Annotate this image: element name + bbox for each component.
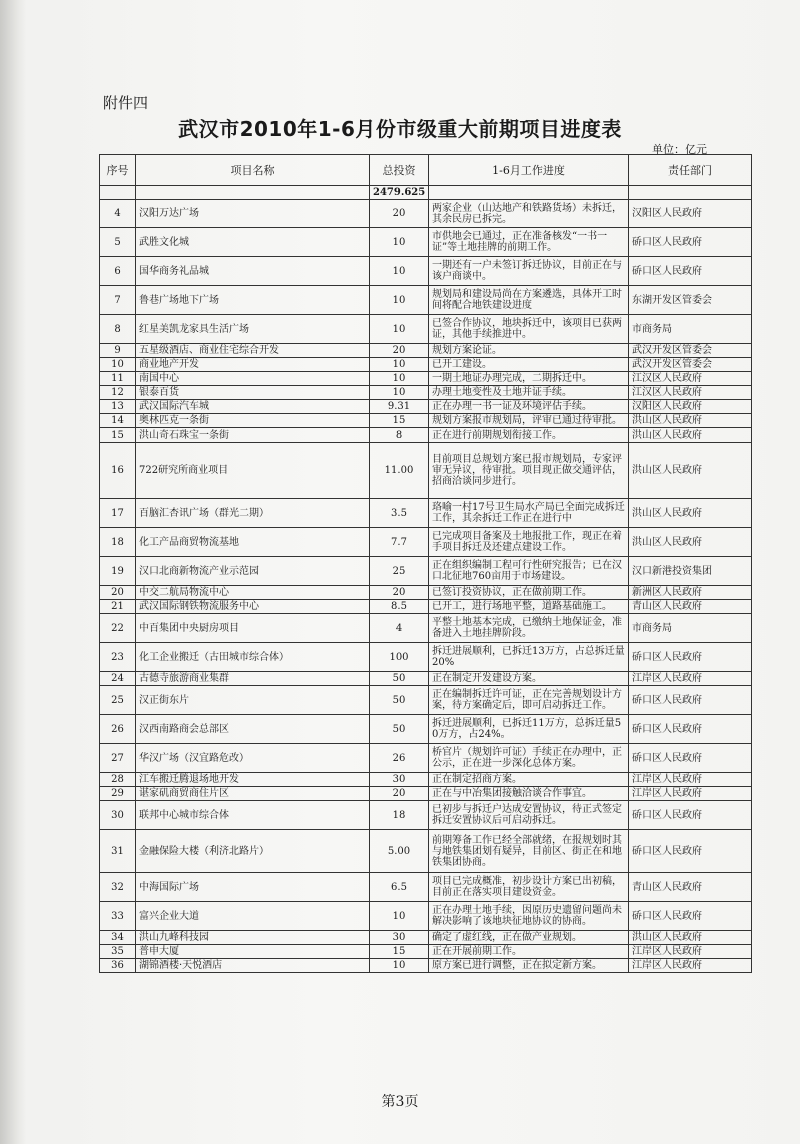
row-name-cell: 洪山奇石珠宝一条街	[136, 428, 370, 443]
row-progress-cell: 前期筹备工作已经全部就绪，在报规划时其与地铁集团划有疑异，目前区、街正在和地铁集团协商。	[429, 830, 629, 873]
row-progress-cell: 平整土地基本完成，已缴纳土地保证金，准备进入土地挂牌阶段。	[429, 614, 629, 643]
row-progress-cell: 规划方案报市规划局，评审已通过待审批。	[429, 414, 629, 428]
row-name-cell: 武汉国际钢铁物流服务中心	[136, 600, 370, 614]
total-progress-cell	[429, 186, 629, 200]
row-progress-cell: 确定了虚红线，正在做产业规划。	[429, 931, 629, 945]
row-no-cell: 32	[100, 873, 136, 902]
row-invest-cell: 11.00	[370, 443, 429, 499]
col-header-progress: 1-6月工作进度	[429, 155, 629, 186]
table-row	[100, 528, 752, 557]
table-row	[100, 715, 752, 744]
row-dept-cell: 江岸区人民政府	[629, 959, 752, 973]
row-dept-cell: 硚口区人民政府	[629, 801, 752, 830]
row-dept-cell: 东湖开发区管委会	[629, 286, 752, 315]
row-invest-cell: 30	[370, 931, 429, 945]
table-row	[100, 372, 752, 386]
row-no-cell: 15	[100, 428, 136, 443]
row-no-cell: 31	[100, 830, 136, 873]
table-row	[100, 499, 752, 528]
table-row	[100, 744, 752, 773]
row-progress-cell: 已开工，进行场地平整，道路基础施工。	[429, 600, 629, 614]
page-title: 武汉市2010年1-6月份市级重大前期项目进度表	[178, 117, 622, 141]
row-name-cell: 古德寺旅游商业集群	[136, 672, 370, 686]
row-no-cell: 9	[100, 344, 136, 358]
row-no-cell: 17	[100, 499, 136, 528]
row-name-cell: 五星级酒店、商业住宅综合开发	[136, 344, 370, 358]
row-name-cell: 化工企业搬迁（古田城市综合体）	[136, 643, 370, 672]
row-no-cell: 28	[100, 773, 136, 787]
table-row	[100, 773, 752, 787]
table-row	[100, 931, 752, 945]
row-name-cell: 金融保险大楼（利济北路片）	[136, 830, 370, 873]
row-name-cell: 联邦中心城市综合体	[136, 801, 370, 830]
row-dept-cell: 硚口区人民政府	[629, 715, 752, 744]
table-row	[100, 586, 752, 600]
row-no-cell: 20	[100, 586, 136, 600]
row-invest-cell: 50	[370, 715, 429, 744]
row-no-cell: 33	[100, 902, 136, 931]
row-dept-cell: 市商务局	[629, 614, 752, 643]
row-name-cell: 银泰百货	[136, 386, 370, 400]
row-no-cell: 35	[100, 945, 136, 959]
row-progress-cell: 正在办理土地手续，因原历史遗留问题尚未解决影响了该地块征地协议的协商。	[429, 902, 629, 931]
row-progress-cell: 原方案已进行调整，正在拟定新方案。	[429, 959, 629, 973]
row-dept-cell: 江汉区人民政府	[629, 372, 752, 386]
row-progress-cell: 办理土地变性及土地并证手续。	[429, 386, 629, 400]
row-invest-cell: 10	[370, 315, 429, 344]
table-row	[100, 945, 752, 959]
row-no-cell: 10	[100, 358, 136, 372]
table-row	[100, 257, 752, 286]
row-progress-cell: 正在开展前期工作。	[429, 945, 629, 959]
col-header-dept: 责任部门	[629, 155, 752, 186]
row-no-cell: 23	[100, 643, 136, 672]
row-invest-cell: 5.00	[370, 830, 429, 873]
row-no-cell: 26	[100, 715, 136, 744]
row-name-cell: 汉正街东片	[136, 686, 370, 715]
row-no-cell: 8	[100, 315, 136, 344]
table-row	[100, 200, 752, 228]
row-progress-cell: 正在进行前期规划衔接工作。	[429, 428, 629, 443]
row-name-cell: 华汉广场（汉宜路危改）	[136, 744, 370, 773]
col-header-invest: 总投资	[370, 155, 429, 186]
table-row	[100, 386, 752, 400]
row-dept-cell: 江岸区人民政府	[629, 945, 752, 959]
row-dept-cell: 硚口区人民政府	[629, 228, 752, 257]
row-invest-cell: 8.5	[370, 600, 429, 614]
row-progress-cell: 拆迁进展顺利，已拆迁11万方，总拆迁量50万方，占24%。	[429, 715, 629, 744]
row-dept-cell: 汉口新港投资集团	[629, 557, 752, 586]
table-row	[100, 443, 752, 499]
row-invest-cell: 20	[370, 344, 429, 358]
row-progress-cell: 正在与中冶集团接触洽谈合作事宜。	[429, 787, 629, 801]
row-progress-cell: 目前项目总规划方案已报市规划局，专家评审无异议，待审批。项目现正做交通评估，招商洽谈同步进行。	[429, 443, 629, 499]
row-progress-cell: 拆迁进展顺利，已拆迁13万方，占总拆迁量20%	[429, 643, 629, 672]
table-row	[100, 286, 752, 315]
row-progress-cell: 一期土地证办理完成，二期拆迁中。	[429, 372, 629, 386]
row-invest-cell: 4	[370, 614, 429, 643]
row-name-cell: 湖锦酒楼·天悦酒店	[136, 959, 370, 973]
row-progress-cell: 已初步与拆迁户达成安置协议，待正式签定拆迁安置协议后可启动拆迁。	[429, 801, 629, 830]
table-row	[100, 672, 752, 686]
row-name-cell: 汉阳万达广场	[136, 200, 370, 228]
row-no-cell: 13	[100, 400, 136, 414]
row-progress-cell: 一期还有一户未签订拆迁协议，目前正在与该户商谈中。	[429, 257, 629, 286]
row-dept-cell: 武汉开发区管委会	[629, 358, 752, 372]
row-dept-cell: 江岸区人民政府	[629, 773, 752, 787]
total-dept-cell	[629, 186, 752, 200]
row-no-cell: 27	[100, 744, 136, 773]
total-name-cell	[136, 186, 370, 200]
row-no-cell: 30	[100, 801, 136, 830]
row-no-cell: 22	[100, 614, 136, 643]
table-row	[100, 428, 752, 443]
row-invest-cell: 10	[370, 386, 429, 400]
row-invest-cell: 10	[370, 228, 429, 257]
row-dept-cell: 硚口区人民政府	[629, 686, 752, 715]
row-no-cell: 7	[100, 286, 136, 315]
row-dept-cell: 洪山区人民政府	[629, 931, 752, 945]
table-row	[100, 873, 752, 902]
row-invest-cell: 6.5	[370, 873, 429, 902]
attachment-label: 附件四	[103, 94, 149, 112]
project-table	[99, 154, 752, 973]
table-row	[100, 614, 752, 643]
row-invest-cell: 10	[370, 286, 429, 315]
row-dept-cell: 江岸区人民政府	[629, 672, 752, 686]
row-name-cell: 普申大厦	[136, 945, 370, 959]
row-dept-cell: 洪山区人民政府	[629, 528, 752, 557]
table-row	[100, 643, 752, 672]
row-name-cell: 中交二航局物流中心	[136, 586, 370, 600]
row-dept-cell: 青山区人民政府	[629, 600, 752, 614]
table-row	[100, 315, 752, 344]
row-progress-cell: 正在制定招商方案。	[429, 773, 629, 787]
row-name-cell: 富兴企业大道	[136, 902, 370, 931]
row-dept-cell: 汉阳区人民政府	[629, 200, 752, 228]
row-no-cell: 24	[100, 672, 136, 686]
table-row	[100, 414, 752, 428]
table-row	[100, 686, 752, 715]
row-name-cell: 国华商务礼品城	[136, 257, 370, 286]
row-progress-cell: 规划方案论证。	[429, 344, 629, 358]
row-dept-cell: 硚口区人民政府	[629, 744, 752, 773]
row-progress-cell: 已签订投资协议，正在做前期工作。	[429, 586, 629, 600]
row-invest-cell: 3.5	[370, 499, 429, 528]
row-progress-cell: 项目已完成概准，初步设计方案已出初稿，目前正在落实项目建设资金。	[429, 873, 629, 902]
row-invest-cell: 18	[370, 801, 429, 830]
row-no-cell: 14	[100, 414, 136, 428]
row-name-cell: 江车搬迁腾退场地开发	[136, 773, 370, 787]
row-invest-cell: 10	[370, 372, 429, 386]
table-row	[100, 801, 752, 830]
row-invest-cell: 10	[370, 358, 429, 372]
row-invest-cell: 10	[370, 902, 429, 931]
row-progress-cell: 正在编制拆迁许可证，正在完善规划设计方案，待方案确定后，即可启动拆迁工作。	[429, 686, 629, 715]
row-dept-cell: 市商务局	[629, 315, 752, 344]
row-no-cell: 34	[100, 931, 136, 945]
row-dept-cell: 洪山区人民政府	[629, 414, 752, 428]
table-row	[100, 787, 752, 801]
row-dept-cell: 硚口区人民政府	[629, 902, 752, 931]
row-dept-cell: 洪山区人民政府	[629, 499, 752, 528]
total-no-cell	[100, 186, 136, 200]
row-progress-cell: 正在制定开发建设方案。	[429, 672, 629, 686]
row-name-cell: 722研究所商业项目	[136, 443, 370, 499]
row-name-cell: 谌家矶商贸商住片区	[136, 787, 370, 801]
row-progress-cell: 两家企业（山达地产和铁路货场）未拆迁，其余民房已拆完。	[429, 200, 629, 228]
row-no-cell: 29	[100, 787, 136, 801]
row-progress-cell: 正在办理一书一证及环境评估手续。	[429, 400, 629, 414]
row-name-cell: 奥林匹克一条街	[136, 414, 370, 428]
row-no-cell: 25	[100, 686, 136, 715]
row-dept-cell: 硚口区人民政府	[629, 830, 752, 873]
row-invest-cell: 8	[370, 428, 429, 443]
row-name-cell: 商业地产开发	[136, 358, 370, 372]
table-row	[100, 902, 752, 931]
table-row	[100, 830, 752, 873]
row-progress-cell: 已完成项目备案及土地报批工作，现正在着手项目拆迁及还建点建设工作。	[429, 528, 629, 557]
row-invest-cell: 10	[370, 257, 429, 286]
row-name-cell: 中海国际广场	[136, 873, 370, 902]
row-no-cell: 19	[100, 557, 136, 586]
table-body	[100, 186, 752, 973]
table-row	[100, 228, 752, 257]
row-no-cell: 11	[100, 372, 136, 386]
table-row	[100, 344, 752, 358]
table-row	[100, 959, 752, 973]
table-row	[100, 400, 752, 414]
row-dept-cell: 汉阳区人民政府	[629, 400, 752, 414]
row-no-cell: 6	[100, 257, 136, 286]
row-name-cell: 洪山九峰科技园	[136, 931, 370, 945]
total-invest-cell: 2479.625	[370, 186, 429, 200]
row-name-cell: 中百集团中央厨房项目	[136, 614, 370, 643]
row-invest-cell: 30	[370, 773, 429, 787]
row-name-cell: 化工产品商贸物流基地	[136, 528, 370, 557]
row-invest-cell: 7.7	[370, 528, 429, 557]
row-invest-cell: 20	[370, 200, 429, 228]
row-invest-cell: 50	[370, 672, 429, 686]
row-no-cell: 12	[100, 386, 136, 400]
row-name-cell: 百脑汇杏讯广场（群光二期）	[136, 499, 370, 528]
binding-shadow	[0, 0, 26, 1144]
row-dept-cell: 青山区人民政府	[629, 873, 752, 902]
row-progress-cell: 规划局和建设局尚在方案遴选，具体开工时间将配合地铁建设进度	[429, 286, 629, 315]
unit-label: 单位：亿元	[652, 143, 707, 156]
table-row	[100, 557, 752, 586]
row-name-cell: 汉西南路商会总部区	[136, 715, 370, 744]
row-dept-cell: 硚口区人民政府	[629, 643, 752, 672]
row-name-cell: 武汉国际汽车城	[136, 400, 370, 414]
table-header-row	[100, 155, 752, 186]
total-row	[100, 186, 752, 200]
row-progress-cell: 珞喻一村17号卫生局水产局已全面完成拆迁工作，其余拆迁工作正在进行中	[429, 499, 629, 528]
row-no-cell: 18	[100, 528, 136, 557]
row-name-cell: 鲁巷广场地下广场	[136, 286, 370, 315]
row-progress-cell: 桥官片（规划许可证）手续正在办理中，正公示，正在进一步深化总体方案。	[429, 744, 629, 773]
table-row	[100, 600, 752, 614]
row-progress-cell: 市供地会已通过，正在准备核发“一书一证”等土地挂牌的前期工作。	[429, 228, 629, 257]
row-no-cell: 16	[100, 443, 136, 499]
row-dept-cell: 新洲区人民政府	[629, 586, 752, 600]
row-no-cell: 4	[100, 200, 136, 228]
row-name-cell: 汉口北商新物流产业示范园	[136, 557, 370, 586]
row-invest-cell: 15	[370, 945, 429, 959]
row-invest-cell: 9.31	[370, 400, 429, 414]
row-progress-cell: 已签合作协议，地块拆迁中，该项目已获两证，其他手续推进中。	[429, 315, 629, 344]
row-name-cell: 南国中心	[136, 372, 370, 386]
row-progress-cell: 正在组织编制工程可行性研究报告；已在汉口北征地760亩用于市场建设。	[429, 557, 629, 586]
row-dept-cell: 洪山区人民政府	[629, 443, 752, 499]
row-name-cell: 武胜文化城	[136, 228, 370, 257]
row-invest-cell: 20	[370, 787, 429, 801]
row-dept-cell: 武汉开发区管委会	[629, 344, 752, 358]
row-dept-cell: 江岸区人民政府	[629, 787, 752, 801]
row-invest-cell: 15	[370, 414, 429, 428]
row-no-cell: 5	[100, 228, 136, 257]
row-name-cell: 红星美凯龙家具生活广场	[136, 315, 370, 344]
row-dept-cell: 硚口区人民政府	[629, 257, 752, 286]
col-header-no: 序号	[100, 155, 136, 186]
row-invest-cell: 25	[370, 557, 429, 586]
row-invest-cell: 20	[370, 586, 429, 600]
row-no-cell: 21	[100, 600, 136, 614]
col-header-name: 项目名称	[136, 155, 370, 186]
row-no-cell: 36	[100, 959, 136, 973]
row-invest-cell: 26	[370, 744, 429, 773]
table-row	[100, 358, 752, 372]
row-dept-cell: 江汉区人民政府	[629, 386, 752, 400]
row-progress-cell: 已开工建设。	[429, 358, 629, 372]
row-invest-cell: 50	[370, 686, 429, 715]
row-invest-cell: 100	[370, 643, 429, 672]
page-number: 第3页	[381, 1094, 419, 1110]
row-invest-cell: 10	[370, 959, 429, 973]
row-dept-cell: 洪山区人民政府	[629, 428, 752, 443]
